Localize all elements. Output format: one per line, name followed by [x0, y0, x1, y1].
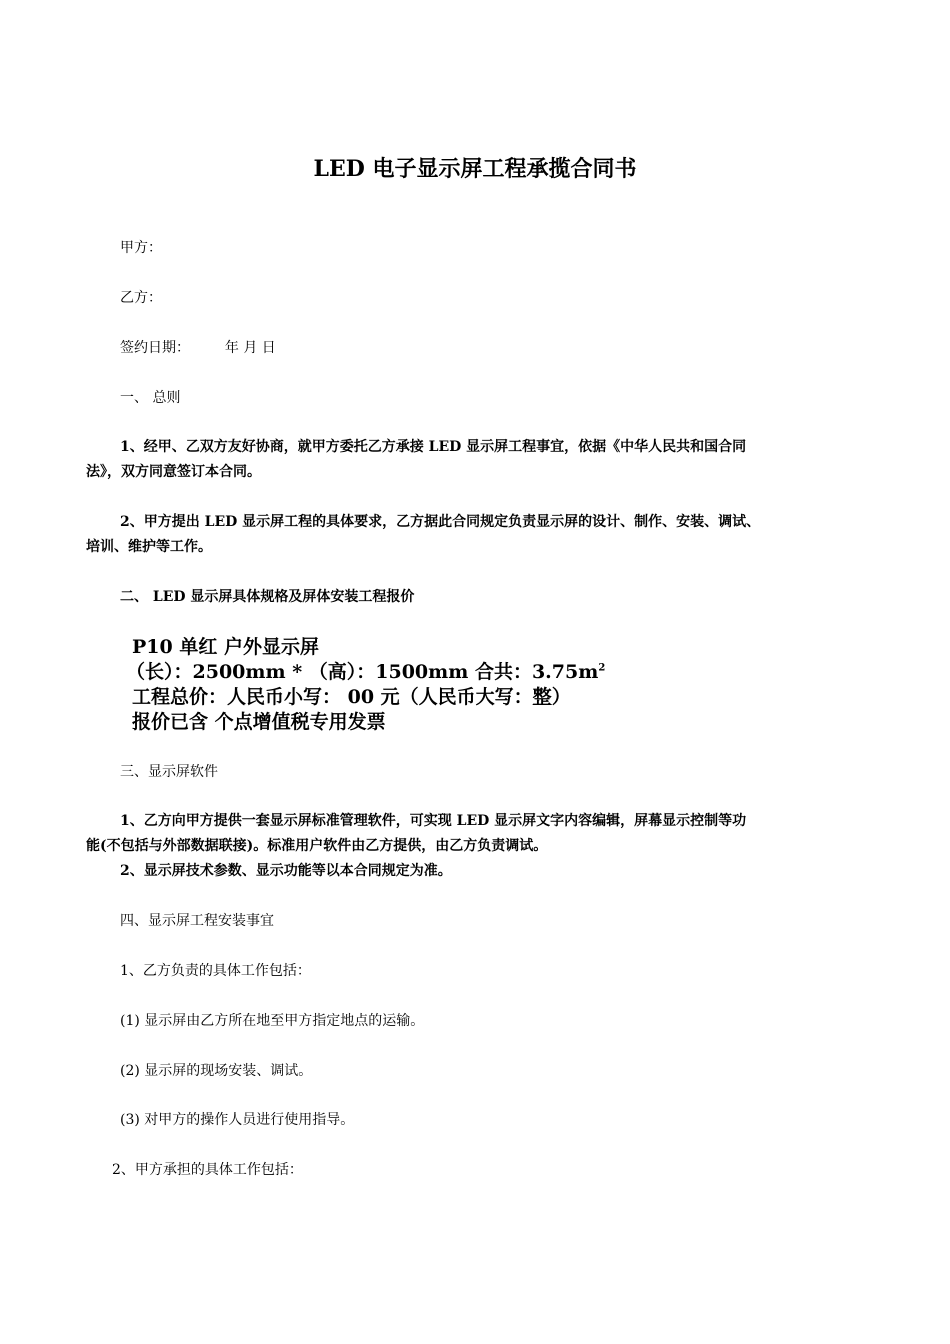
section-1-para-2-line-2: 培训、维护等工作。: [86, 539, 212, 555]
section-1-heading: 一、 总则: [120, 390, 181, 406]
section-1-para-1-line-1: 1、经甲、乙双方友好协商，就甲方委托乙方承接 LED 显示屏工程事宜，依据《中华人民共和国合同: [120, 439, 747, 455]
sign-date-text: 签约日期：: [120, 340, 190, 356]
spec-price-close: ）: [551, 686, 571, 708]
section-4-para-1: 1、乙方负责的具体工作包括：: [120, 963, 311, 979]
section-1-para-1-line-2: 法》，双方同意签订本合同。: [86, 464, 261, 480]
spec-price-text: 工程总价：人民币小写： 00 元（人民币大写：: [132, 686, 533, 708]
section-4-item-3: (3) 对甲方的操作人员进行使用指导。: [120, 1112, 355, 1128]
section-4-item-2: (2) 显示屏的现场安装、调试。: [120, 1063, 313, 1079]
spec-tax-line: 报价已含 个点增值税专用发票: [132, 711, 386, 733]
spec-price-line: [132, 684, 571, 710]
section-1-para-2-line-1: 2、甲方提出 LED 显示屏工程的具体要求，乙方据此合同规定负责显示屏的设计、制作、安装、调试、: [120, 514, 761, 530]
section-3-para-1-line-2: 能(不包括与外部数据联接)。标准用户软件由乙方提供，由乙方负责调试。: [86, 838, 548, 854]
sign-date-label: [120, 338, 276, 358]
spec-price-amount-blank: 整: [532, 686, 552, 708]
section-4-para-2: 2、甲方承担的具体工作包括：: [112, 1162, 303, 1178]
section-4-item-1: (1) 显示屏由乙方所在地至甲方指定地点的运输。: [120, 1013, 425, 1029]
section-3-heading: 三、显示屏软件: [120, 764, 218, 780]
section-3-para-2: 2、显示屏技术参数、显示功能等以本合同规定为准。: [120, 863, 452, 879]
party-a-label: 甲方：: [120, 240, 162, 256]
document-title: LED 电子显示屏工程承揽合同书: [313, 156, 637, 182]
section-3-para-1-line-1: 1、乙方向甲方提供一套显示屏标准管理软件，可实现 LED 显示屏文字内容编辑，屏幕显示控制等功: [120, 813, 747, 829]
party-b-label: 乙方：: [120, 290, 162, 306]
spec-size-line: [126, 659, 605, 685]
spec-size-text: （长）：2500mm * （高）：1500mm 合共：3.75m: [126, 661, 599, 683]
spec-size-superscript: 2: [598, 662, 606, 674]
section-2-heading: 二、 LED 显示屏具体规格及屏体安装工程报价: [120, 589, 415, 605]
spec-product-line: P10 单红 户外显示屏: [132, 636, 319, 658]
sign-date-fields: 年 月 日: [224, 340, 276, 356]
section-4-heading: 四、显示屏工程安装事宜: [120, 913, 274, 929]
